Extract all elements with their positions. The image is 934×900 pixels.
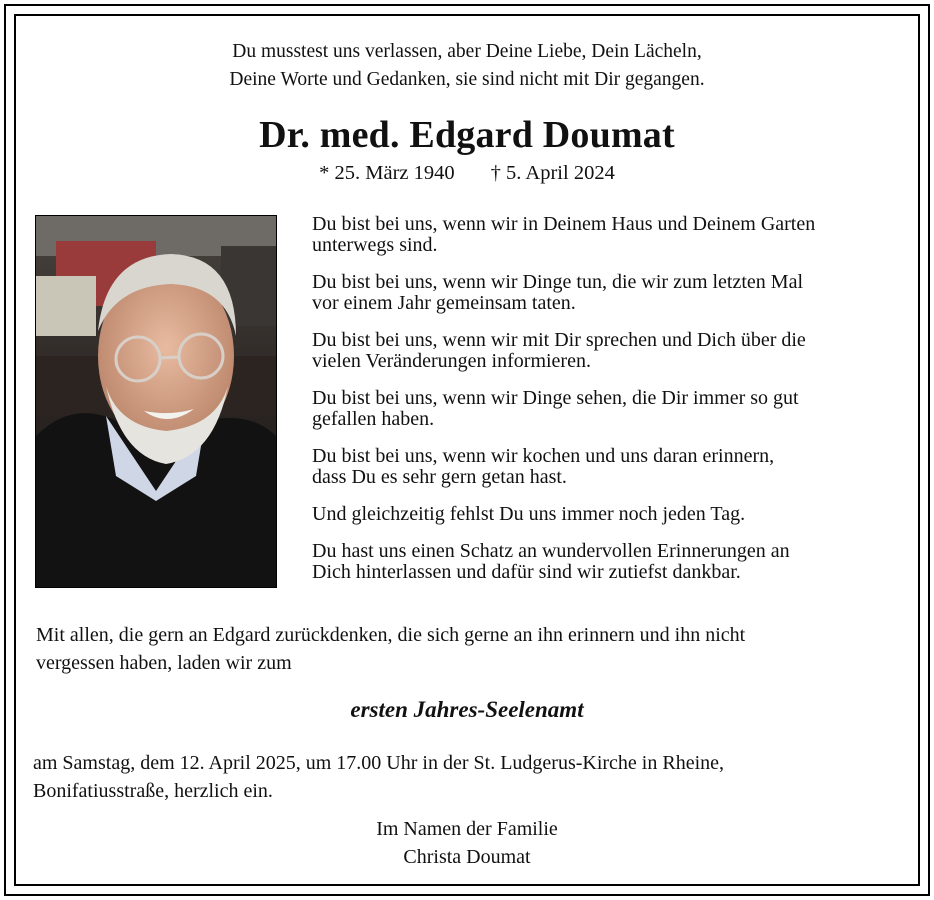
poem-stanza: Du bist bei uns, wenn wir Dinge tun, die wir zum letzten Mal vor einem Jahr gemeinsam taten. bbox=[312, 271, 804, 314]
intro-line: Du musstest uns verlassen, aber Deine Liebe, Dein Lächeln, bbox=[232, 41, 702, 62]
event-details: am Samstag, dem 12. April 2025, um 17.00 Uhr in der St. Ludgerus-Kirche in Rheine, Bonifatiusstraße, herzlich ein. bbox=[33, 752, 725, 802]
poem bbox=[312, 214, 892, 599]
death-date: † 5. April 2024 bbox=[490, 162, 615, 184]
signature bbox=[0, 815, 934, 871]
deceased-name: Dr. med. Edgard Doumat bbox=[259, 114, 675, 156]
poem-stanza: Du bist bei uns, wenn wir Dinge sehen, die Dir immer so gut gefallen haben. bbox=[312, 387, 799, 430]
signature-line: Im Namen der Familie bbox=[376, 818, 558, 840]
signature-name: Christa Doumat bbox=[403, 846, 531, 868]
birth-date: * 25. März 1940 bbox=[319, 162, 455, 184]
invitation-text: Mit allen, die gern an Edgard zurückdenken, die sich gerne an ihn erinnern und ihn nicht vergessen haben, laden wir zum bbox=[36, 624, 746, 674]
portrait-icon bbox=[36, 216, 276, 587]
intro-line: Deine Worte und Gedanken, sie sind nicht mit Dir gegangen. bbox=[229, 69, 705, 90]
poem-stanza: Du bist bei uns, wenn wir mit Dir sprechen und Dich über die vielen Veränderungen informieren. bbox=[312, 329, 806, 372]
life-dates bbox=[0, 162, 934, 185]
poem-stanza: Und gleichzeitig fehlst Du uns immer noch jeden Tag. bbox=[312, 503, 746, 525]
portrait-photo bbox=[35, 215, 277, 588]
poem-stanza: Du bist bei uns, wenn wir kochen und uns daran erinnern, dass Du es sehr gern getan hast. bbox=[312, 445, 775, 488]
intro-quote bbox=[0, 38, 934, 94]
poem-stanza: Du bist bei uns, wenn wir in Deinem Haus und Deinem Garten unterwegs sind. bbox=[312, 213, 816, 256]
event-title: ersten Jahres-Seelenamt bbox=[350, 697, 584, 722]
poem-stanza: Du hast uns einen Schatz an wundervollen Erinnerungen an Dich hinterlassen und dafür sind wir zutiefst dankbar. bbox=[312, 540, 790, 583]
